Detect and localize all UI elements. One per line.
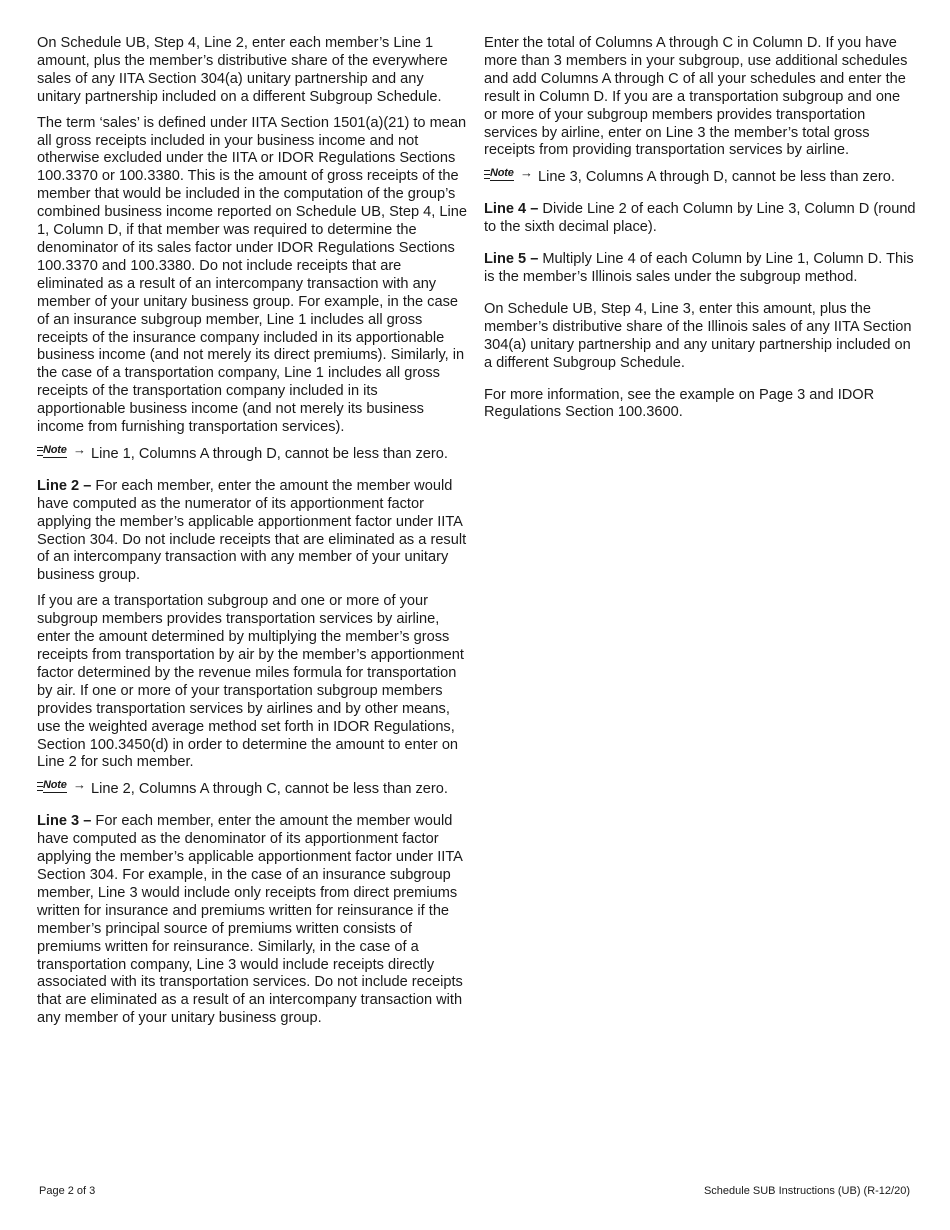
line3-heading: Line 3 – bbox=[37, 813, 92, 830]
paragraph-step4-line3: On Schedule UB, Step 4, Line 3, enter this amount, plus the member’s distributive share of the Illinois sales of any IITA Section 304(a) unitary partnership and any unitary partnership included on a different Subgroup Schedule. bbox=[484, 300, 912, 371]
left-column bbox=[37, 35, 469, 1036]
form-identifier: Schedule SUB Instructions (UB) (R-12/20) bbox=[703, 1185, 910, 1197]
note-line3-text: Line 3, Columns A through D, cannot be less than zero. bbox=[538, 169, 895, 186]
note-line1-text: Line 1, Columns A through D, cannot be less than zero. bbox=[91, 445, 448, 462]
line2-text: For each member, enter the amount the member would have computed as the numerator of its apportionment factor applying the member’s applicable apportionment factor under IITA Section 304. Do not include receipts that are eliminated as a result of an intercompany transaction with any member of your unitary business group. bbox=[37, 477, 467, 584]
paragraph-line5 bbox=[484, 251, 916, 287]
note-icon: Note → bbox=[37, 780, 87, 794]
paragraph-column-d-total: Enter the total of Columns A through C in Column D. If you have more than 3 members in your subgroup, use additional schedules and add Columns A through C of all your schedules and enter the result in Column D. If you are a transportation subgroup and one or more of your subgroup members provides transportation services by airline, enter on Line 3 the member’s total gross receipts from providing transportation services by airline. bbox=[484, 35, 908, 159]
paragraph-step4-line2: On Schedule UB, Step 4, Line 2, enter each member’s Line 1 amount, plus the member’s distributive share of the everywhere sales of any IITA Section 304(a) unitary partnership and any unitary partnership included on a different Subgroup Schedule. bbox=[37, 35, 448, 105]
note-icon: Note → bbox=[37, 445, 87, 459]
line5-heading: Line 5 – bbox=[484, 251, 539, 268]
page-number: Page 2 of 3 bbox=[39, 1185, 96, 1197]
note-line3 bbox=[484, 165, 916, 187]
paragraph-line4 bbox=[484, 201, 916, 237]
right-column bbox=[484, 35, 916, 430]
line5-text: Multiply Line 4 of each Column by Line 1, Column D. This is the member’s Illinois sales under the subgroup method. bbox=[484, 251, 914, 285]
paragraph-transportation: If you are a transportation subgroup and one or more of your subgroup members provides transportation services by airline, enter the amount determined by multiplying the member’s gross receipts from transportation by air by the member’s apportionment factor determined by the revenue miles formula for transportation by air. If one or more of your transportation subgroup members provides transportation services by airlines and by other means, use the weighted average method set forth in IDOR Regulations, Section 100.3450(d) in order to determine the amount to enter on Line 2 for such member. bbox=[37, 593, 464, 771]
paragraph-line2 bbox=[37, 478, 469, 585]
note-line2 bbox=[37, 777, 469, 799]
paragraph-more-info: For more information, see the example on Page 3 and IDOR Regulations Section 100.3600. bbox=[484, 386, 875, 421]
note-line1 bbox=[37, 441, 469, 464]
line4-text: Divide Line 2 of each Column by Line 3, Column D (round to the sixth decimal place). bbox=[484, 201, 916, 236]
line3-text: For each member, enter the amount the member would have computed as the denominator of its apportionment factor applying the member’s applicable apportionment factor under IITA Section 304. For example, in the case of an insurance subgroup member, Line 3 would include only receipts from direct premiums written for insurance and premiums written for reinsurance if the member’s principal source of premiums written consists of premiums written for reinsurance. Similarly, in the case of a transportation company, Line 3 would include receipts directly associated with its transportation services. Do not include receipts that are eliminated as a result of an intercompany transaction with any member of your unitary business group. bbox=[37, 813, 463, 1027]
note-line2-text: Line 2, Columns A through C, cannot be less than zero. bbox=[91, 781, 448, 798]
line2-heading: Line 2 – bbox=[37, 477, 92, 494]
paragraph-sales-definition: The term ‘sales’ is defined under IITA Section 1501(a)(21) to mean all gross receipts included in your business income and not otherwise excluded under the IITA or IDOR Regulations Sections 100.3370 or 100.3380. This is the amount of gross receipts of the member that would be included in the computation of the group’s combined business income reported on Schedule UB, Step 4, Line 1, Column D, if that member was required to determine the denominator of its sales factor under IDOR Regulations Sections 100.3370 and 100.3380. Do not include receipts that are eliminated as a result of an intercompany transaction with any member of your unitary business group. For example, in the case of an insurance subgroup member, Line 1 includes all gross receipts of the insurance company included in its apportionable business income (and not merely its direct premiums). Similarly, in the case of a transportation company, Line 1 includes all gross receipts of the transportation company included in its apportionable business income (and not merely its business income from furnishing transportation services). bbox=[37, 114, 467, 436]
paragraph-line3 bbox=[37, 813, 469, 1028]
line4-heading: Line 4 – bbox=[484, 201, 539, 218]
note-icon: Note → bbox=[484, 168, 534, 182]
